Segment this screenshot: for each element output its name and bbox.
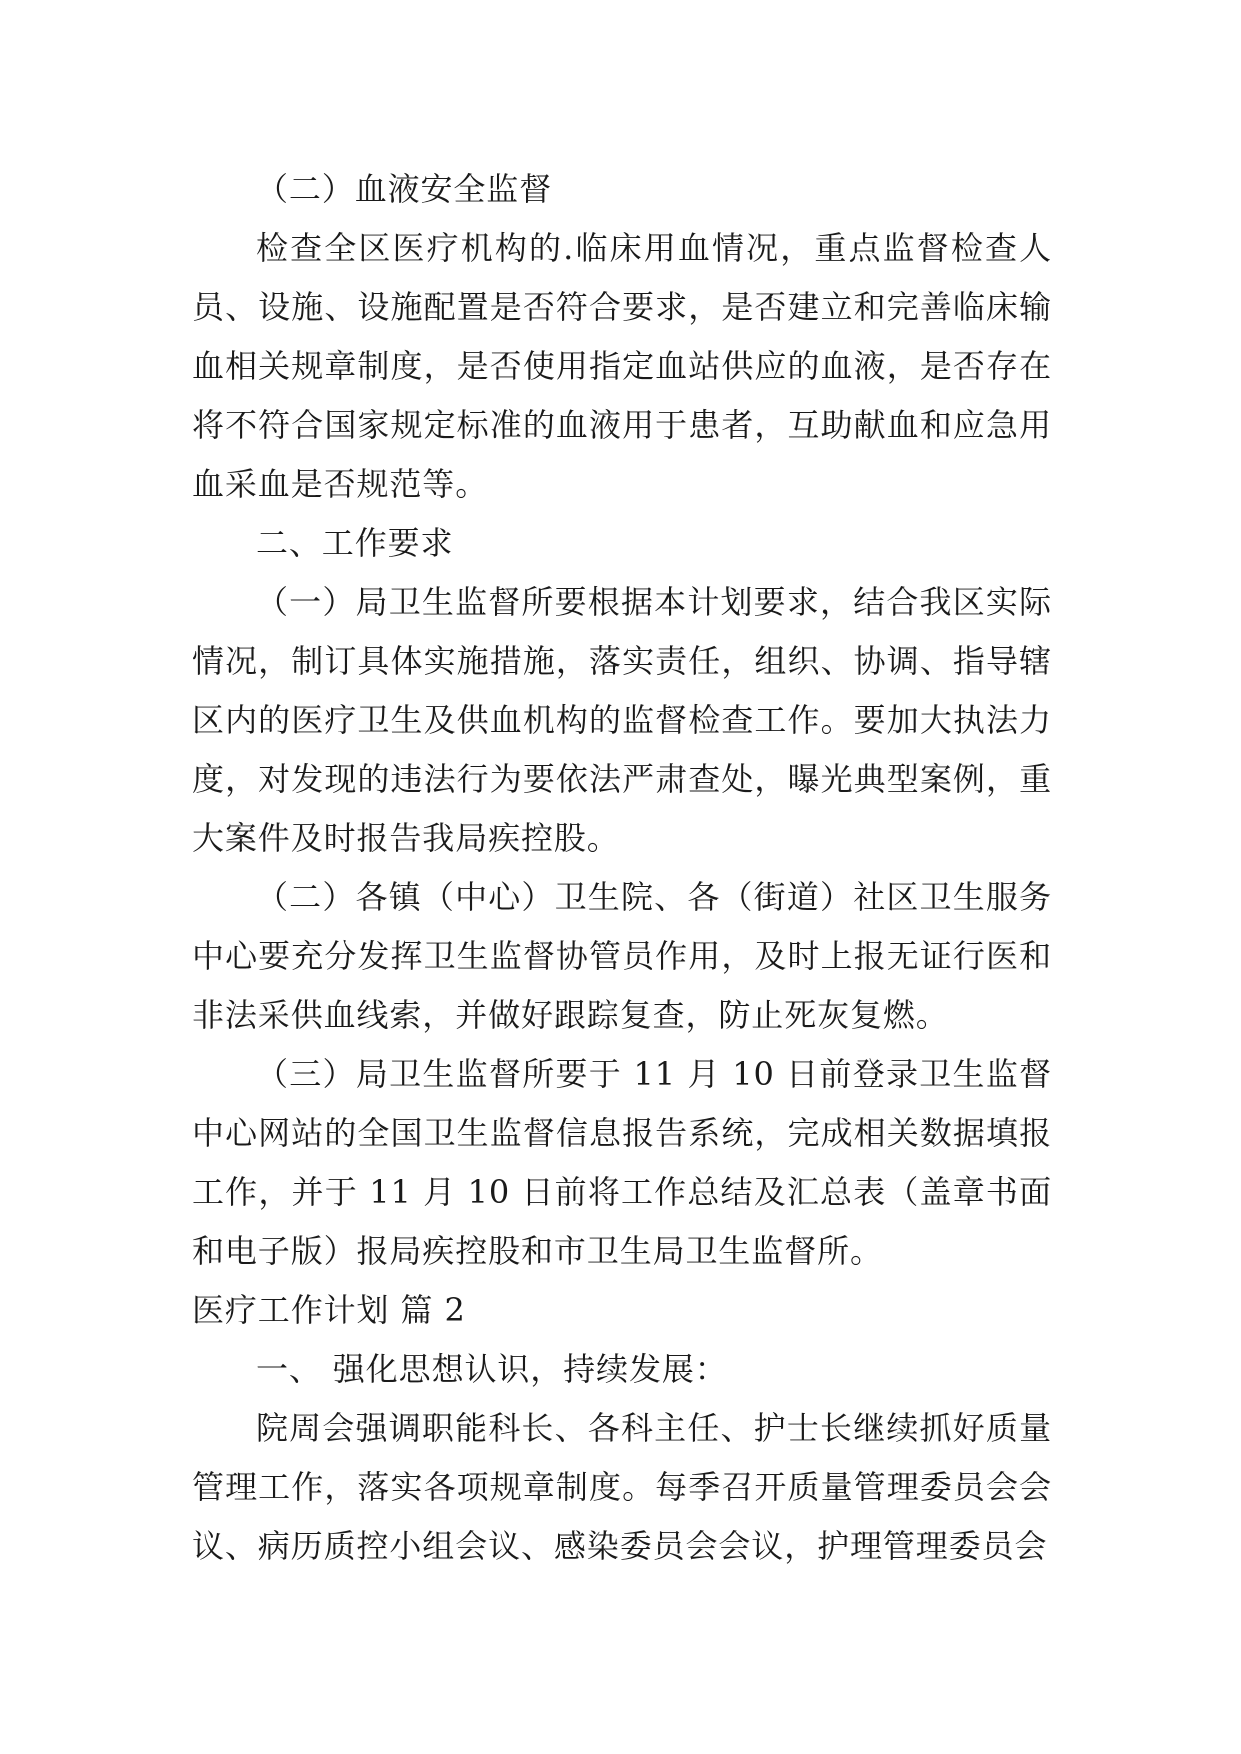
article-title-part-2: 医疗工作计划 篇 2	[192, 1291, 466, 1329]
paragraph-requirement-1: （一）局卫生监督所要根据本计划要求，结合我区实际情况，制订具体实施措施，落实责任，组织、协调、指导辖区内的医疗卫生及供血机构的监督检查工作。要加大执法力度，对发现的违法行为要依法严肃查处，曝光典型案例，重大案件及时报告我局疾控股。	[192, 583, 1052, 857]
paragraph-requirement-3: （三）局卫生监督所要于 11 月 10 日前登录卫生监督中心网站的全国卫生监督信息报告系统，完成相关数据填报工作，并于 11 月 10 日前将工作总结及汇总表（盖章书面和电子版）报局疾控股和市卫生局卫生监督所。	[192, 1055, 1052, 1270]
paragraph-blood-safety: 检查全区医疗机构的.临床用血情况，重点监督检查人员、设施、设施配置是否符合要求，是否建立和完善临床输血相关规章制度，是否使用指定血站供应的血液，是否存在将不符合国家规定标准的血液用于患者，互助献血和应急用血采血是否规范等。	[192, 229, 1052, 503]
paragraph-quality-management: 院周会强调职能科长、各科主任、护士长继续抓好质量管理工作，落实各项规章制度。每季召开质量管理委员会会议、病历质控小组会议、感染委员会会议，护理管理委员会	[192, 1409, 1052, 1565]
section-heading-work-requirements: 二、工作要求	[256, 524, 454, 562]
paragraph-requirement-2: （二）各镇（中心）卫生院、各（街道）社区卫生服务中心要充分发挥卫生监督协管员作用，及时上报无证行医和非法采供血线索，并做好跟踪复查，防止死灰复燃。	[192, 878, 1052, 1034]
document-body	[192, 160, 1052, 1576]
section-heading-strengthen-awareness: 一、 强化思想认识，持续发展：	[256, 1350, 728, 1388]
section-heading-blood-safety: （二）血液安全监督	[256, 170, 553, 208]
